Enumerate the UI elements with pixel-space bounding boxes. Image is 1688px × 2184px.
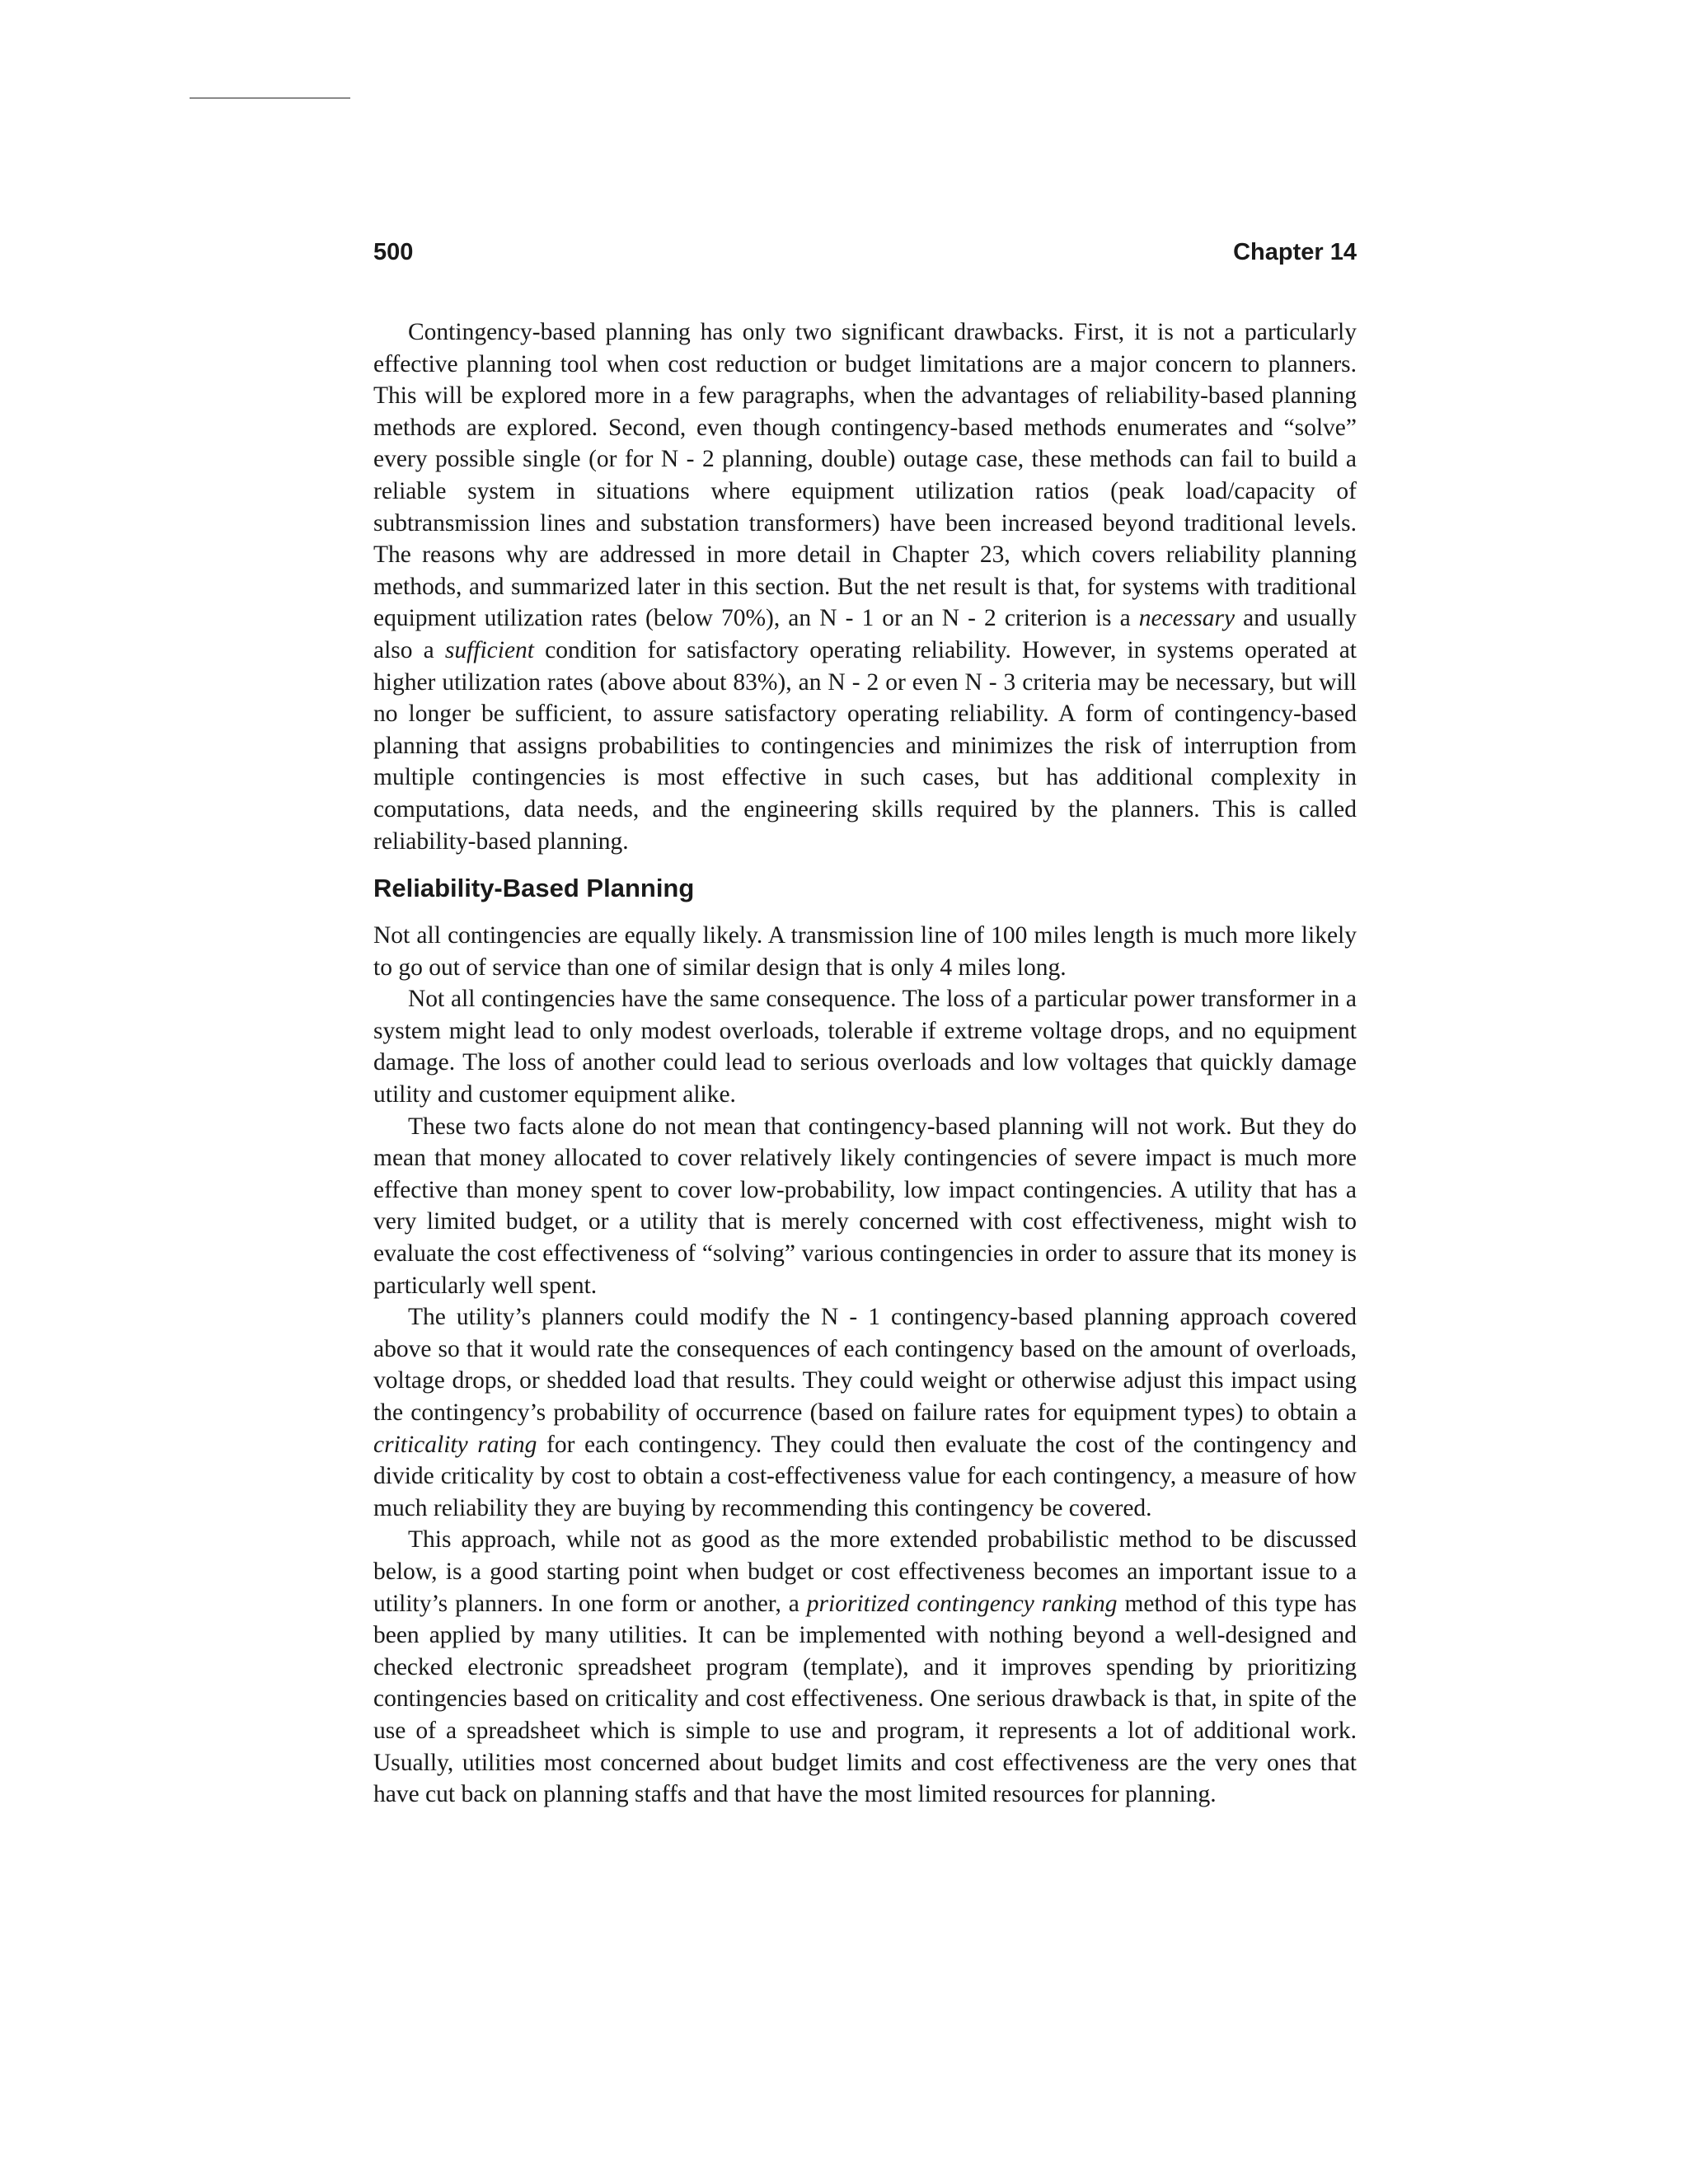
paragraph-6: This approach, while not as good as the more extended probabilistic method to be discussed below, is a good starting point when budget or cost effectiveness becomes an important issue to a utility’s planners. In one form or another, a prioritized contingency ranking method of this type has been applied by many utilities. It can be implemented with nothing beyond a well-designed and checked electronic spreadsheet program (template), and it improves spending by prioritizing contingencies based on criticality and cost effectiveness. One serious drawback is that, in spite of the use of a spreadsheet which is simple to use and program, it represents a lot of additional work. Usually, utilities most concerned about budget limits and cost effectiveness are the very ones that have cut back on planning staffs and that have the most limited resources for planning. [373,1526,1357,1808]
scan-artifact-rule [190,97,350,99]
page-number: 500 [373,239,414,265]
book-page [373,239,1357,1811]
running-header [373,239,1357,272]
paragraph-5: The utility’s planners could modify the N - 1 contingency-based planning approach covered above so that it would rate the consequences of each contingency based on the amount of overloads, voltage drops, or shedded load that results. They could weight or otherwise adjust this impact using the contingency’s probability of occurrence (based on failure rates for equipment types) to obtain a criticality rating for each contingency. They could then evaluate the cost of the contingency and divide criticality by cost to obtain a cost-effectiveness value for each contingency, a measure of how much reliability they are buying by recommending this contingency be covered. [373,1304,1357,1521]
emphasis-criticality-rating: criticality rating [373,1431,537,1458]
paragraph-1: Contingency-based planning has only two significant drawbacks. First, it is not a particularly effective planning tool when cost reduction or budget limitations are a major concern to planners. This will be explored more in a few paragraphs, when the advantages of reliability-based planning methods are explored. Second, even though contingency-based methods enumerates and “solve” every possible single (or for N - 2 planning, double) outage case, these methods can fail to build a reliable system in situations where equipment utilization ratios (peak load/capacity of subtransmission lines and substation transformers) have been increased beyond traditional levels. The reasons why are addressed in more detail in Chapter 23, which covers reliability planning methods, and summarized later in this section. But the net result is that, for systems with traditional equipment utilization rates (below 70%), an N - 1 or an N - 2 criterion is a necessary and usually also a sufficient condition for satisfactory operating reliability. However, in systems operated at higher utilization rates (above about 83%), an N - 2 or even N - 3 criteria may be necessary, but will no longer be sufficient, to assure satisfactory operating reliability. A form of contingency-based planning that assigns probabilities to contingencies and minimizes the risk of interruption from multiple contingencies is most effective in such cases, but has additional complexity in computations, data needs, and the engineering skills required by the planners. This is called reliability-based planning. [373,319,1357,855]
chapter-label: Chapter 14 [1233,239,1357,265]
body-text [373,316,1357,1811]
section-heading: Reliability-Based Planning [373,874,695,903]
paragraph-4: These two facts alone do not mean that contingency-based planning will not work. But they do mean that money allocated to cover relatively likely contingencies of severe impact is much more effective than money spent to cover low-probability, low impact contingencies. A utility that has a very limited budget, or a utility that is merely concerned with cost effectiveness, might wish to evaluate the cost effectiveness of “solving” various contingencies in order to assure that its money is particularly well spent. [373,1113,1357,1299]
emphasis-prioritized-contingency-ranking: prioritized contingency ranking [806,1590,1118,1617]
emphasis-sufficient: sufficient [444,636,534,663]
paragraph-3: Not all contingencies have the same consequence. The loss of a particular power transformer in a system might lead to only modest overloads, tolerable if extreme voltage drops, and no equipment damage. The loss of another could lead to serious overloads and low voltages that quickly damage utility and customer equipment alike. [373,986,1357,1108]
paragraph-2: Not all contingencies are equally likely. A transmission line of 100 miles length is much more likely to go out of service than one of similar design that is only 4 miles long. [373,922,1357,981]
emphasis-necessary: necessary [1138,605,1236,632]
